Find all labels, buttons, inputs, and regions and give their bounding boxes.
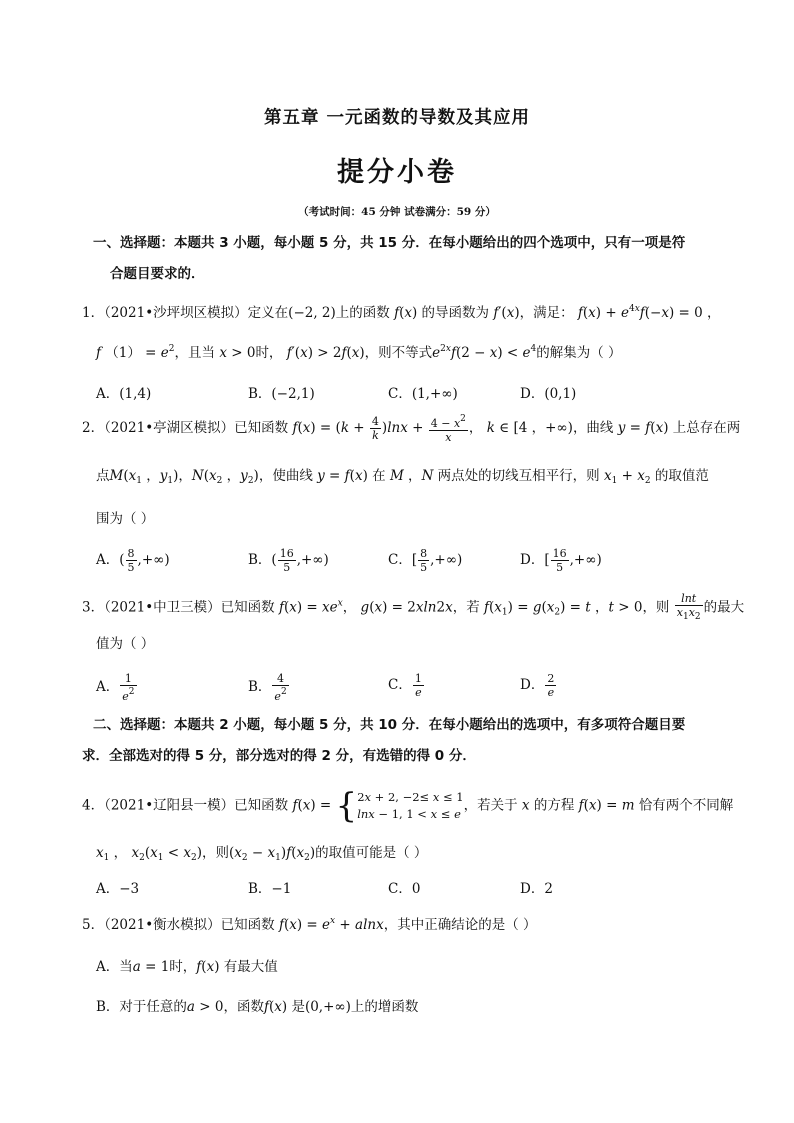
q2-line1: 2．（2021•亭湖区模拟）已知函数 f(x) = (k + $\frac{4}{k}$ )lnx + $\frac{4 - x^2}{x}$ ， k ∈ [4 ，+∞)，曲线 y = f(x) 上总存在两	[82, 414, 741, 444]
q1-option-b[interactable]: B．(−2,1)	[248, 386, 315, 402]
q2-option-b[interactable]: B．( $\frac{16}{5}$ ,+∞)	[248, 547, 329, 574]
q4-option-b[interactable]: B．−1	[248, 881, 292, 897]
q4-line1: 4．（2021•辽阳县一模）已知函数 f(x) = {2x + 2, −2≤ x ≤ 1 lnx − 1, 1 < x ≤ e，若关于 x 的方程 f(x) = m 恰有两个不同解	[82, 786, 734, 826]
q5-option-b[interactable]: B．对于任意的a > 0，函数f(x) 是(0,+∞)上的增函数	[96, 999, 419, 1015]
q4-option-d[interactable]: D．2	[520, 881, 553, 897]
q2-line2: 点$M(x_1$ ，$y_1$)，$N(x_2$ ，$y_2$)，使曲线 y = f(x) 在 M ，N 两点处的切线互相平行，则 $x_1 + x_2$ 的取值范	[96, 468, 709, 486]
q4-option-c[interactable]: C．0	[388, 881, 421, 897]
q1-option-d[interactable]: D．(0,1)	[520, 386, 577, 402]
q3-option-b[interactable]: B． $\frac{4}{e^2}$	[248, 672, 287, 703]
page-title: 提分小卷	[337, 157, 457, 188]
section-2-heading-cont: 求．全部选对的得 5 分，部分选对的得 2 分，有选错的得 0 分．	[82, 748, 476, 764]
q3-option-d[interactable]: D． $\frac{2}{e}$	[520, 672, 555, 699]
exam-meta: （考试时间：45 分钟 试卷满分：59 分）	[298, 206, 496, 218]
q1-option-a[interactable]: A．(1,4)	[96, 386, 152, 402]
q3-option-a[interactable]: A． $\frac{1}{e^2}$	[96, 672, 135, 703]
chapter-heading: 第五章 一元函数的导数及其应用	[263, 108, 531, 128]
q4-line2: $x_1$ ， $x_2(x_1 < x_2)$，则$(x_2 - x_1)f(x_2)$的取值可能是（ ）	[96, 845, 428, 863]
q5-line1: 5．（2021•衡水模拟）已知函数 $f(x) = e^x + alnx$，其中正确结论的是（ ）	[82, 916, 537, 933]
q1-line2: f $(1) = e^2$，且当 x > 0时， f′(x) > 2f(x)，则不等式$e^{2x}f(2 - x) < e^4$的解集为（ ）	[96, 344, 622, 361]
section-1-heading: 一、选择题：本题共 3 小题，每小题 5 分，共 15 分．在每小题给出的四个选项中，只有一项是符	[93, 235, 686, 251]
q2-option-c[interactable]: C．[ $\frac{8}{5}$ ,+∞)	[388, 547, 463, 574]
q4-option-a[interactable]: A．−3	[96, 881, 140, 897]
q3-option-c[interactable]: C． $\frac{1}{e}$	[388, 672, 422, 699]
q3-line1: 3．（2021•中卫三模）已知函数 $f(x) = xe^x$， g(x) = 2xln2x，若 $f(x_1) = g(x_2) = t$ ，t > 0，则 $\frac{\ln t}{x_1x_2}$ 的最大	[82, 592, 745, 622]
q2-line3: 围为（ ）	[96, 511, 155, 527]
section-2-heading: 二、选择题：本题共 2 小题，每小题 5 分，共 10 分．在每小题给出的选项中，有多项符合题目要	[93, 717, 686, 733]
q5-option-a[interactable]: A．当a = 1时，f(x) 有最大值	[96, 959, 278, 975]
q3-line2: 值为（ ）	[96, 636, 155, 652]
q2-option-a[interactable]: A．( $\frac{8}{5}$ ,+∞)	[96, 547, 170, 574]
section-1-heading-cont: 合题目要求的．	[110, 266, 205, 282]
q1-line1: 1．（2021•沙坪坝区模拟）定义在(−2, 2)上的函数 f(x) 的导函数为 f′(x)，满足： $f(x) + e^{4x}f(-x) = 0$ ，	[82, 304, 721, 321]
q2-option-d[interactable]: D．[ $\frac{16}{5}$ ,+∞)	[520, 547, 602, 574]
q1-option-c[interactable]: C．(1,+∞)	[388, 386, 458, 402]
